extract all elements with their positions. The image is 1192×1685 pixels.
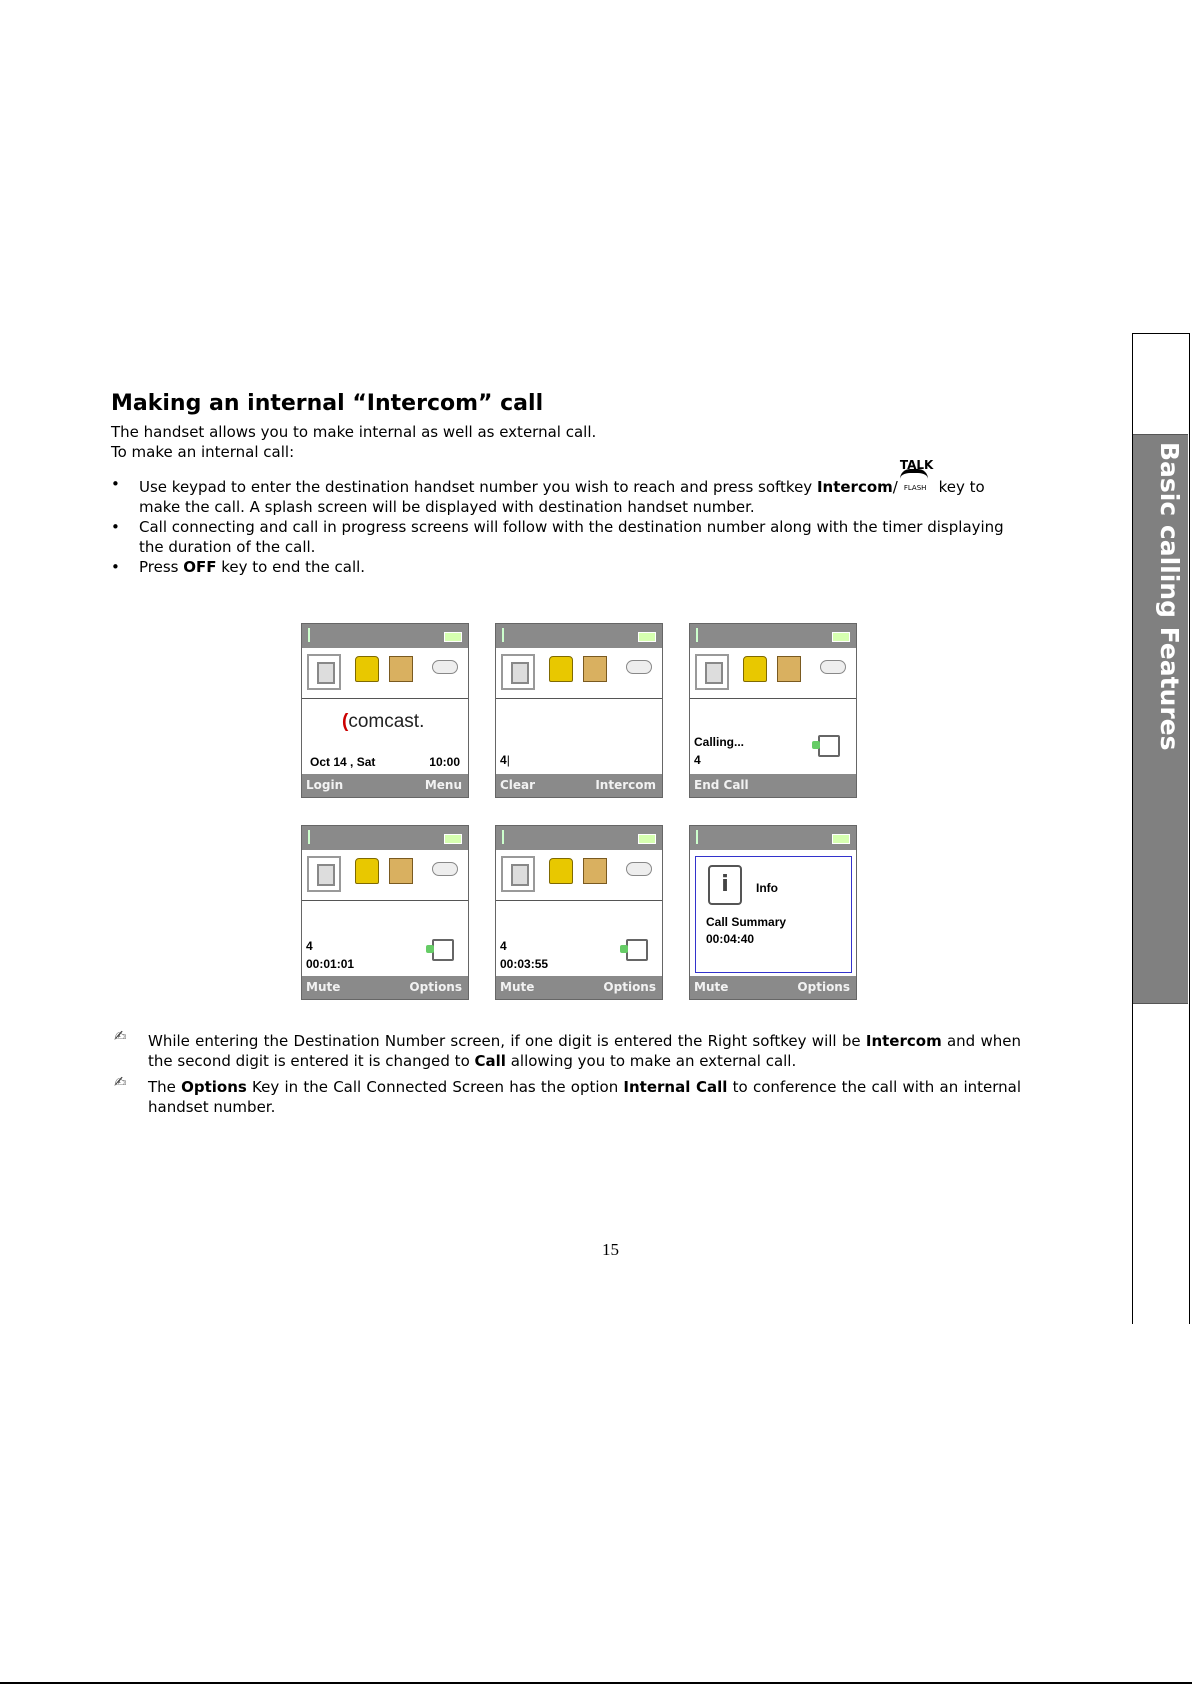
date-text: Oct 14 , Sat [310, 755, 376, 769]
signal-icon [696, 628, 708, 642]
intercom-call-icon [818, 735, 840, 757]
bullet-text: key to make the call. A splash screen will be displayed with destination handset number. [139, 478, 985, 516]
status-bar [302, 826, 468, 850]
messages-icon [307, 856, 341, 892]
left-softkey: Mute [306, 980, 341, 994]
messages-icon [501, 654, 535, 690]
left-softkey: End Call [694, 778, 749, 792]
status-bar [496, 624, 662, 648]
left-softkey: Mute [694, 980, 729, 994]
weather-icon [626, 862, 652, 876]
bullet-text: Use keypad to enter the destination handset number you wish to reach and press softkey [139, 478, 817, 496]
call-summary-label: Call Summary [706, 915, 787, 929]
instruction-list [111, 458, 1021, 577]
notes-icon [389, 656, 413, 682]
call-timer: 00:03:55 [500, 957, 549, 971]
battery-icon [638, 834, 656, 844]
info-popup [695, 856, 852, 973]
right-softkey: Options [603, 980, 656, 994]
weather-icon [432, 660, 458, 674]
key-name: OFF [183, 558, 217, 576]
info-title: Info [756, 881, 778, 895]
called-number: 4 [694, 753, 701, 767]
dialed-number: 4| [500, 753, 510, 767]
messages-icon [307, 654, 341, 690]
signal-icon [502, 628, 514, 642]
bullet-text: Press [139, 558, 184, 576]
notes-icon [583, 858, 607, 884]
page-title: Making an internal “Intercom” call [111, 391, 544, 416]
softkey-bar [302, 774, 468, 797]
softkey-bar [496, 976, 662, 999]
softkey-bar [690, 976, 856, 999]
weather-icon [820, 660, 846, 674]
handset-screen-call-summary [689, 825, 857, 1000]
right-softkey: Options [797, 980, 850, 994]
call-number: 4 [306, 939, 313, 953]
pencil-note-icon: ✍ [114, 1027, 127, 1045]
call-status: Calling... [694, 735, 745, 749]
handset-screen-in-call [301, 825, 469, 1000]
signal-icon [308, 830, 320, 844]
list-item [111, 458, 1021, 517]
bullet: • [111, 518, 120, 536]
handset-screen-dialing [495, 623, 663, 798]
list-item [111, 517, 1021, 557]
handset-screen-idle [301, 623, 469, 798]
note-2: ✍ The Options Key in the Call Connected Screen has the option Internal Call to conference the call with an internal handset number. [114, 1073, 1021, 1116]
softkey-bar [690, 774, 856, 797]
pencil-note-icon: ✍ [114, 1073, 127, 1091]
bullet-text: Call connecting and call in progress screens will follow with the destination number along with the timer displaying the duration of the call. [139, 518, 1004, 556]
call-timer: 00:01:01 [306, 957, 355, 971]
messages-icon [695, 654, 729, 690]
status-bar [302, 624, 468, 648]
right-softkey: Options [409, 980, 462, 994]
signal-icon [308, 628, 320, 642]
intro-line-1: The handset allows you to make internal as well as external call. [111, 423, 597, 441]
comcast-logo: (comcast. [342, 711, 425, 732]
intercom-call-icon [626, 939, 648, 961]
bullet: • [111, 558, 120, 576]
softkey-bar [302, 976, 468, 999]
phonebook-icon [355, 656, 379, 682]
battery-icon [832, 632, 850, 642]
flash-key-label: FLASH [903, 484, 927, 492]
menu-icon-row [302, 850, 468, 901]
status-bar [690, 624, 856, 648]
status-bar [496, 826, 662, 850]
softkey-name: Intercom [816, 478, 893, 496]
menu-icon-row [496, 850, 662, 901]
status-bar [690, 826, 856, 850]
bullet: • [111, 475, 120, 493]
page-number: 15 [602, 1240, 619, 1259]
messages-icon [501, 856, 535, 892]
notes-icon [583, 656, 607, 682]
battery-icon [638, 632, 656, 642]
intro-line-2: To make an internal call: [111, 443, 295, 461]
battery-icon [444, 632, 462, 642]
notes-icon [389, 858, 413, 884]
notes-icon [777, 656, 801, 682]
handset-screen-calling [689, 623, 857, 798]
note-1: ✍ While entering the Destination Number screen, if one digit is entered the Right softkey will be Intercom and when the second digit is entered it is changed to Call allowing you to make an external call. [114, 1027, 1021, 1070]
intercom-call-icon [432, 939, 454, 961]
battery-icon [832, 834, 850, 844]
bullet-text: key to end the call. [216, 558, 366, 576]
menu-icon-row [690, 648, 856, 699]
battery-icon [444, 834, 462, 844]
info-icon: i [708, 865, 742, 905]
call-number: 4 [500, 939, 507, 953]
phonebook-icon [549, 656, 573, 682]
phonebook-icon [549, 858, 573, 884]
menu-icon-row [302, 648, 468, 699]
right-softkey: Intercom [595, 778, 656, 792]
notes [111, 1027, 1021, 1123]
side-tab-label: Basic calling Features [1155, 442, 1184, 751]
slash: / [892, 478, 898, 496]
menu-icon-row [496, 648, 662, 699]
signal-icon [502, 830, 514, 844]
left-softkey: Clear [500, 778, 536, 792]
phonebook-icon [355, 858, 379, 884]
list-item [111, 557, 1021, 577]
talk-key-label: TALK [899, 458, 934, 472]
call-duration: 00:04:40 [706, 932, 755, 946]
left-softkey: Login [306, 778, 344, 792]
phonebook-icon [743, 656, 767, 682]
time-text: 10:00 [429, 755, 460, 769]
left-softkey: Mute [500, 980, 535, 994]
weather-icon [432, 862, 458, 876]
page-bottom-rule [0, 1682, 1192, 1684]
signal-icon [696, 830, 708, 844]
handset-screen-in-call-2 [495, 825, 663, 1000]
talk-key-icon [898, 458, 934, 494]
softkey-bar [496, 774, 662, 797]
weather-icon [626, 660, 652, 674]
right-softkey: Menu [424, 778, 462, 792]
